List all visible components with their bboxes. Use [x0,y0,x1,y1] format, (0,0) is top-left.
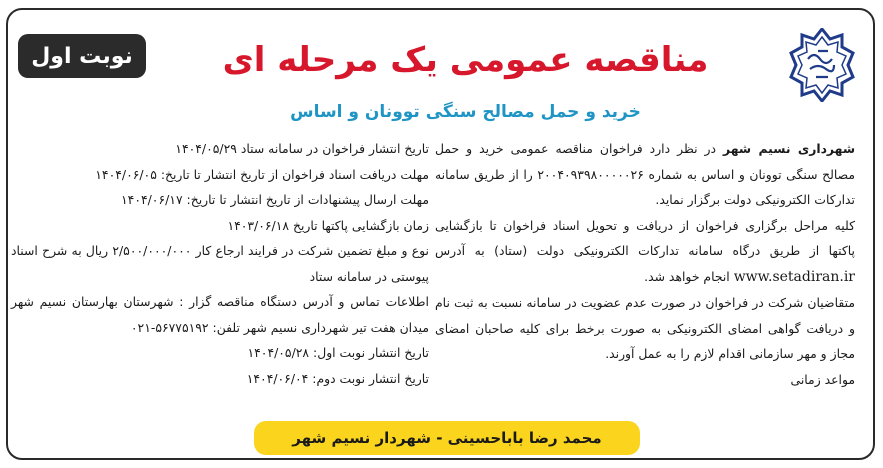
paragraph-intro [435,136,855,213]
main-text-column [435,136,855,392]
schedule-item: زمان بازگشایی پاکتها تاریخ ۱۴۰۳/۰۶/۱۸ [227,217,429,233]
notice-title: مناقصه عمومی یک مرحله ای [222,40,709,80]
notice-frame [6,8,875,460]
paragraph-registration: متقاضیان شرکت در فراخوان در صورت عدم عضویت در سامانه نسبت به ثبت نام و دریافت گواهی امضای الکترونیکی به صورت برخط برای کلیه صاحبان امضای مجاز و مهر سازمانی اقدام لازم را به عمل آورند. [435,295,855,361]
intro-text: در نظر دارد فراخوان مناقصه عمومی خرید و حمل مصالح سنگی توونان و اساس به شماره ۲۰۰۴۰۹۳۹۸۰۰۰۰۰۲۶ را از طریق سامانه تدارکات الکترونیکی دولت برگزار نماید. [435,141,855,207]
schedule-item: اطلاعات تماس و آدرس دستگاه مناقصه گزار : شهرستان بهارستان نسیم شهر میدان هفت تیر شهرداری نسیم شهر تلفن: ۵۶۷۷۵۱۹۲-۰۲۱ [11,294,429,335]
schedule-item: نوع و مبلغ تضمین شرکت در فرایند ارجاع کار ۲/۵۰۰/۰۰۰/۰۰۰ ریال به شرح اسناد پیوستی در سامانه ستاد [11,243,429,284]
signature-banner: محمد رضا باباحسینی - شهردار نسیم شهر [254,421,640,455]
schedule-item: مهلت دریافت اسناد فراخوان از تاریخ انتشار تا تاریخ: ۱۴۰۴/۰۶/۰۵ [95,166,429,182]
paragraph-process [435,213,855,291]
schedule-item: تاریخ انتشار نوبت دوم: ۱۴۰۴/۰۶/۰۴ [246,370,429,386]
municipality-name: شهرداری نسیم شهر [723,141,856,156]
schedule-item: مهلت ارسال پیشنهادات از تاریخ انتشار تا تاریخ: ۱۴۰۴/۰۶/۱۷ [121,192,429,207]
schedule-item: تاریخ انتشار نوبت اول: ۱۴۰۴/۰۵/۲۸ [247,345,429,360]
publication-round-badge: نوبت اول [18,34,146,78]
municipality-logo [785,28,859,102]
process-tail: انجام خواهد شد. [644,268,734,284]
schedule-item: تاریخ انتشار فراخوان در سامانه ستاد ۱۴۰۴/۰۵/۲۹ [175,141,429,156]
schedule-heading: مواعد زمانی [790,371,855,387]
process-text: کلیه مراحل برگزاری فراخوان از دریافت و تحویل اسناد فراخوان تا بازگشایی پاکتها از طریق درگاه سامانه تدارکات الکترونیکی دولت (ستاد) به آدرس [435,217,855,258]
setad-url: www.setadiran.ir [733,268,855,285]
schedule-column [11,136,429,391]
notice-subtitle: خرید و حمل مصالح سنگی توونان و اساس [290,102,641,122]
